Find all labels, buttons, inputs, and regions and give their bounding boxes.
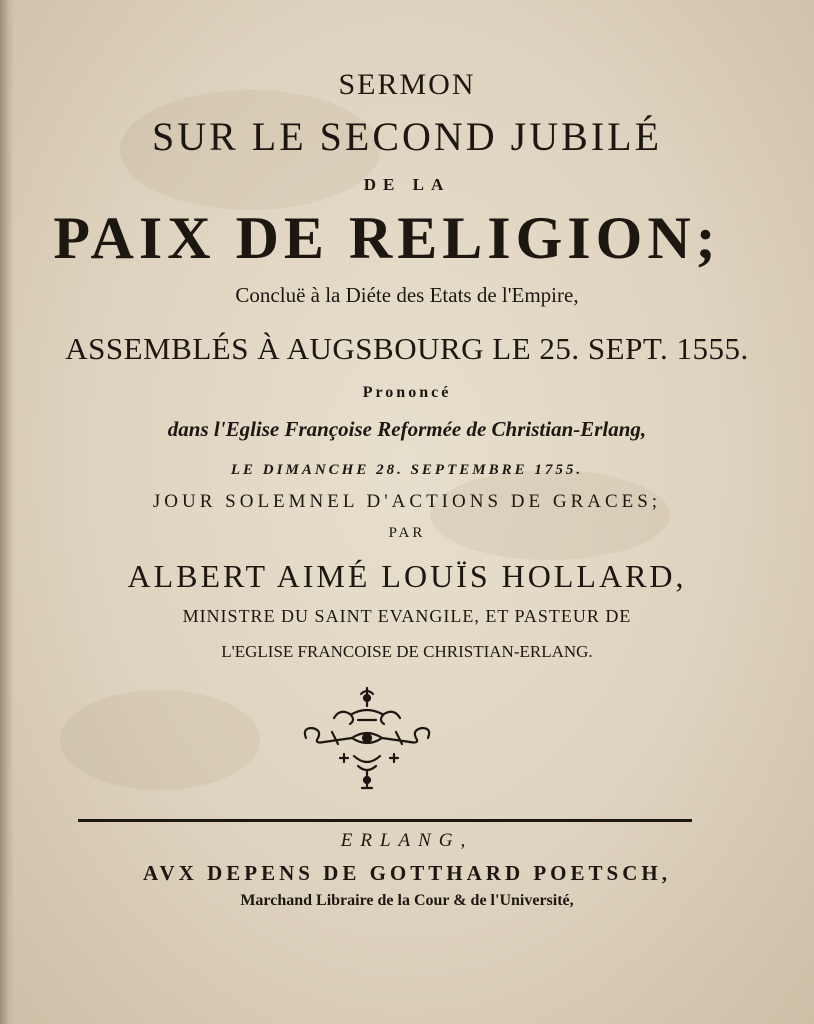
assembled-line: ASSEMBLÉS À AUGSBOURG LE 25. SEPT. 1555. [65, 331, 749, 366]
imprint-publisher: AVX DEPENS DE GOTTHARD POETSCH, [143, 861, 671, 885]
main-title: PAIX DE RELIGION; [53, 205, 721, 271]
imprint-publisher-desc: Marchand Libraire de la Cour & de l'Université, [240, 892, 574, 909]
imprint-place: ERLANG, [340, 830, 474, 851]
paper-stain [60, 690, 260, 790]
printer-ornament-icon [292, 684, 442, 794]
date-line: LE DIMANCHE 28. SEPTEMBRE 1755. [230, 462, 584, 478]
title-de-la: DE LA [363, 175, 451, 194]
divider-rule [78, 819, 692, 822]
author-name: ALBERT AIMÉ LOUÏS HOLLARD, [127, 558, 687, 594]
title-subtitle: SUR LE SECOND JUBILÉ [151, 114, 663, 159]
concluded-line: Concluë à la Diéte des Etats de l'Empire, [235, 283, 579, 307]
church-line: dans l'Eglise Françoise Reformée de Christian-Erlang, [167, 417, 647, 441]
paper-stain [430, 470, 670, 560]
title-sermon: SERMON [338, 68, 476, 101]
par-line: PAR [388, 525, 426, 541]
author-title-1: MINISTRE DU SAINT EVANGILE, ET PASTEUR DE [182, 606, 632, 626]
pronounced-line: Prononcé [362, 384, 452, 401]
author-title-2: L'EGLISE FRANCOISE DE CHRISTIAN-ERLANG. [221, 642, 593, 661]
day-line: JOUR SOLEMNEL D'ACTIONS DE GRACES; [152, 491, 662, 512]
